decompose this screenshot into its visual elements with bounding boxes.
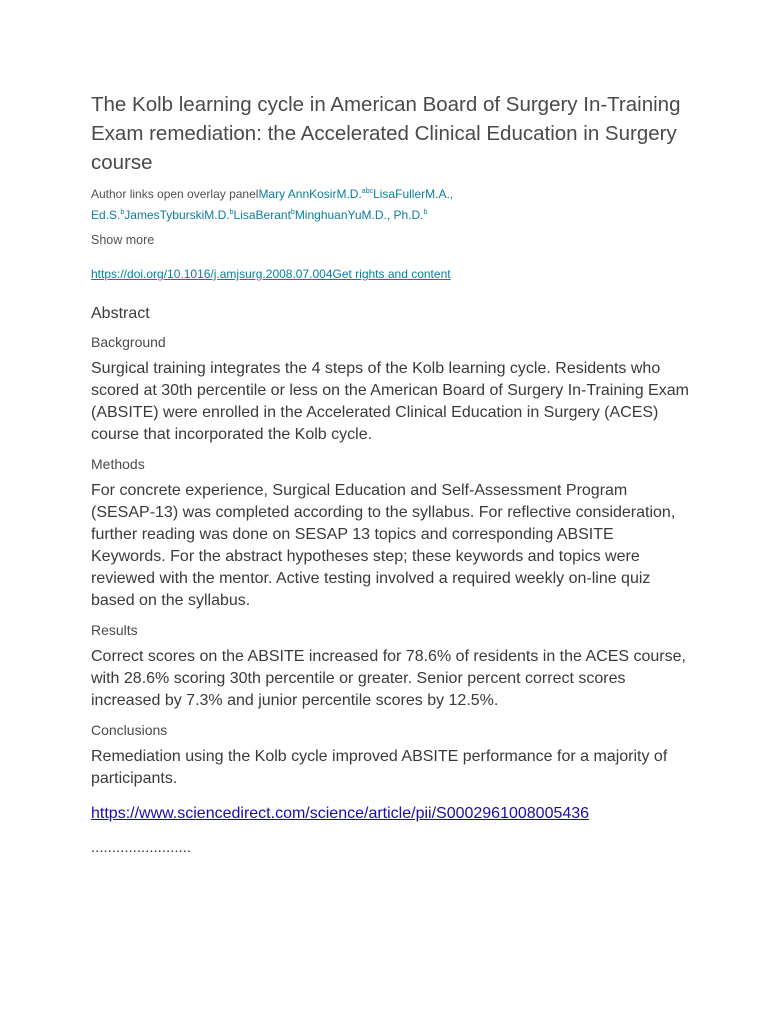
abstract-heading: Abstract	[91, 305, 150, 322]
doi-row	[91, 266, 691, 282]
abstract-section-methods	[91, 455, 691, 612]
rights-link[interactable]: Get rights and content	[332, 267, 451, 281]
author-link[interactable]: LisaBerant	[233, 208, 291, 222]
sciencedirect-link[interactable]: https://www.sciencedirect.com/science/article/pii/S0002961008005436	[91, 805, 590, 822]
abstract-section-conclusions	[91, 721, 691, 790]
section-text: For concrete experience, Surgical Education and Self-Assessment Program (SESAP-13) was completed according to the syllabus. For reflective consideration, further reading was done on SESAP 13 topics and corresponding ABSITE Keywords. For the abstract hypotheses step; these keywords and topics were reviewed with the mentor. Active testing involved a required weekly on-line quiz based on the syllabus.	[91, 482, 676, 609]
section-text: Correct scores on the ABSITE increased for 78.6% of residents in the ACES course, with 28.6% scoring 30th percentile or greater. Senior percent correct scores increased by 7.3% and junior percentile scores by 12.5%.	[91, 648, 686, 709]
section-heading: Results	[91, 622, 138, 638]
author-affiliation: b	[229, 209, 234, 216]
article-page	[91, 90, 691, 857]
show-more-button[interactable]: Show more	[91, 233, 155, 247]
section-text: Remediation using the Kolb cycle improved ABSITE performance for a majority of participants.	[91, 748, 668, 787]
author-links-prefix: Author links open overlay panel	[91, 187, 259, 201]
section-text: Surgical training integrates the 4 steps of the Kolb learning cycle. Residents who scored at 30th percentile or less on the American Board of Surgery In-Training Exam (ABSITE) were enrolled in the Accelerated Clinical Education in Surgery (ACES) course that incorporated the Kolb cycle.	[91, 360, 689, 443]
author-affiliation: b	[423, 209, 428, 216]
section-heading: Methods	[91, 456, 145, 472]
author-link[interactable]: MinghuanYuM.D., Ph.D.	[294, 208, 424, 222]
author-affiliation: b	[290, 209, 295, 216]
section-heading: Conclusions	[91, 722, 168, 738]
author-link[interactable]: Mary AnnKosirM.D.	[258, 187, 362, 201]
author-link[interactable]: LisaFullerM.A., Ed.S.	[91, 187, 454, 222]
sciencedirect-link-row	[91, 803, 691, 825]
author-link[interactable]: JamesTyburskiM.D.	[124, 208, 230, 222]
abstract-section-background	[91, 333, 691, 446]
author-affiliation: abc	[361, 188, 374, 195]
author-list	[91, 184, 691, 226]
section-heading: Background	[91, 334, 166, 350]
dots-separator: ........................	[91, 839, 192, 856]
author-affiliation: b	[120, 209, 125, 216]
article-title: The Kolb learning cycle in American Board of Surgery In-Training Exam remediation: the Accelerated Clinical Education in Surgery course	[91, 93, 681, 174]
abstract-section-results	[91, 621, 691, 712]
doi-link[interactable]: https://doi.org/10.1016/j.amjsurg.2008.07.004	[91, 267, 333, 281]
